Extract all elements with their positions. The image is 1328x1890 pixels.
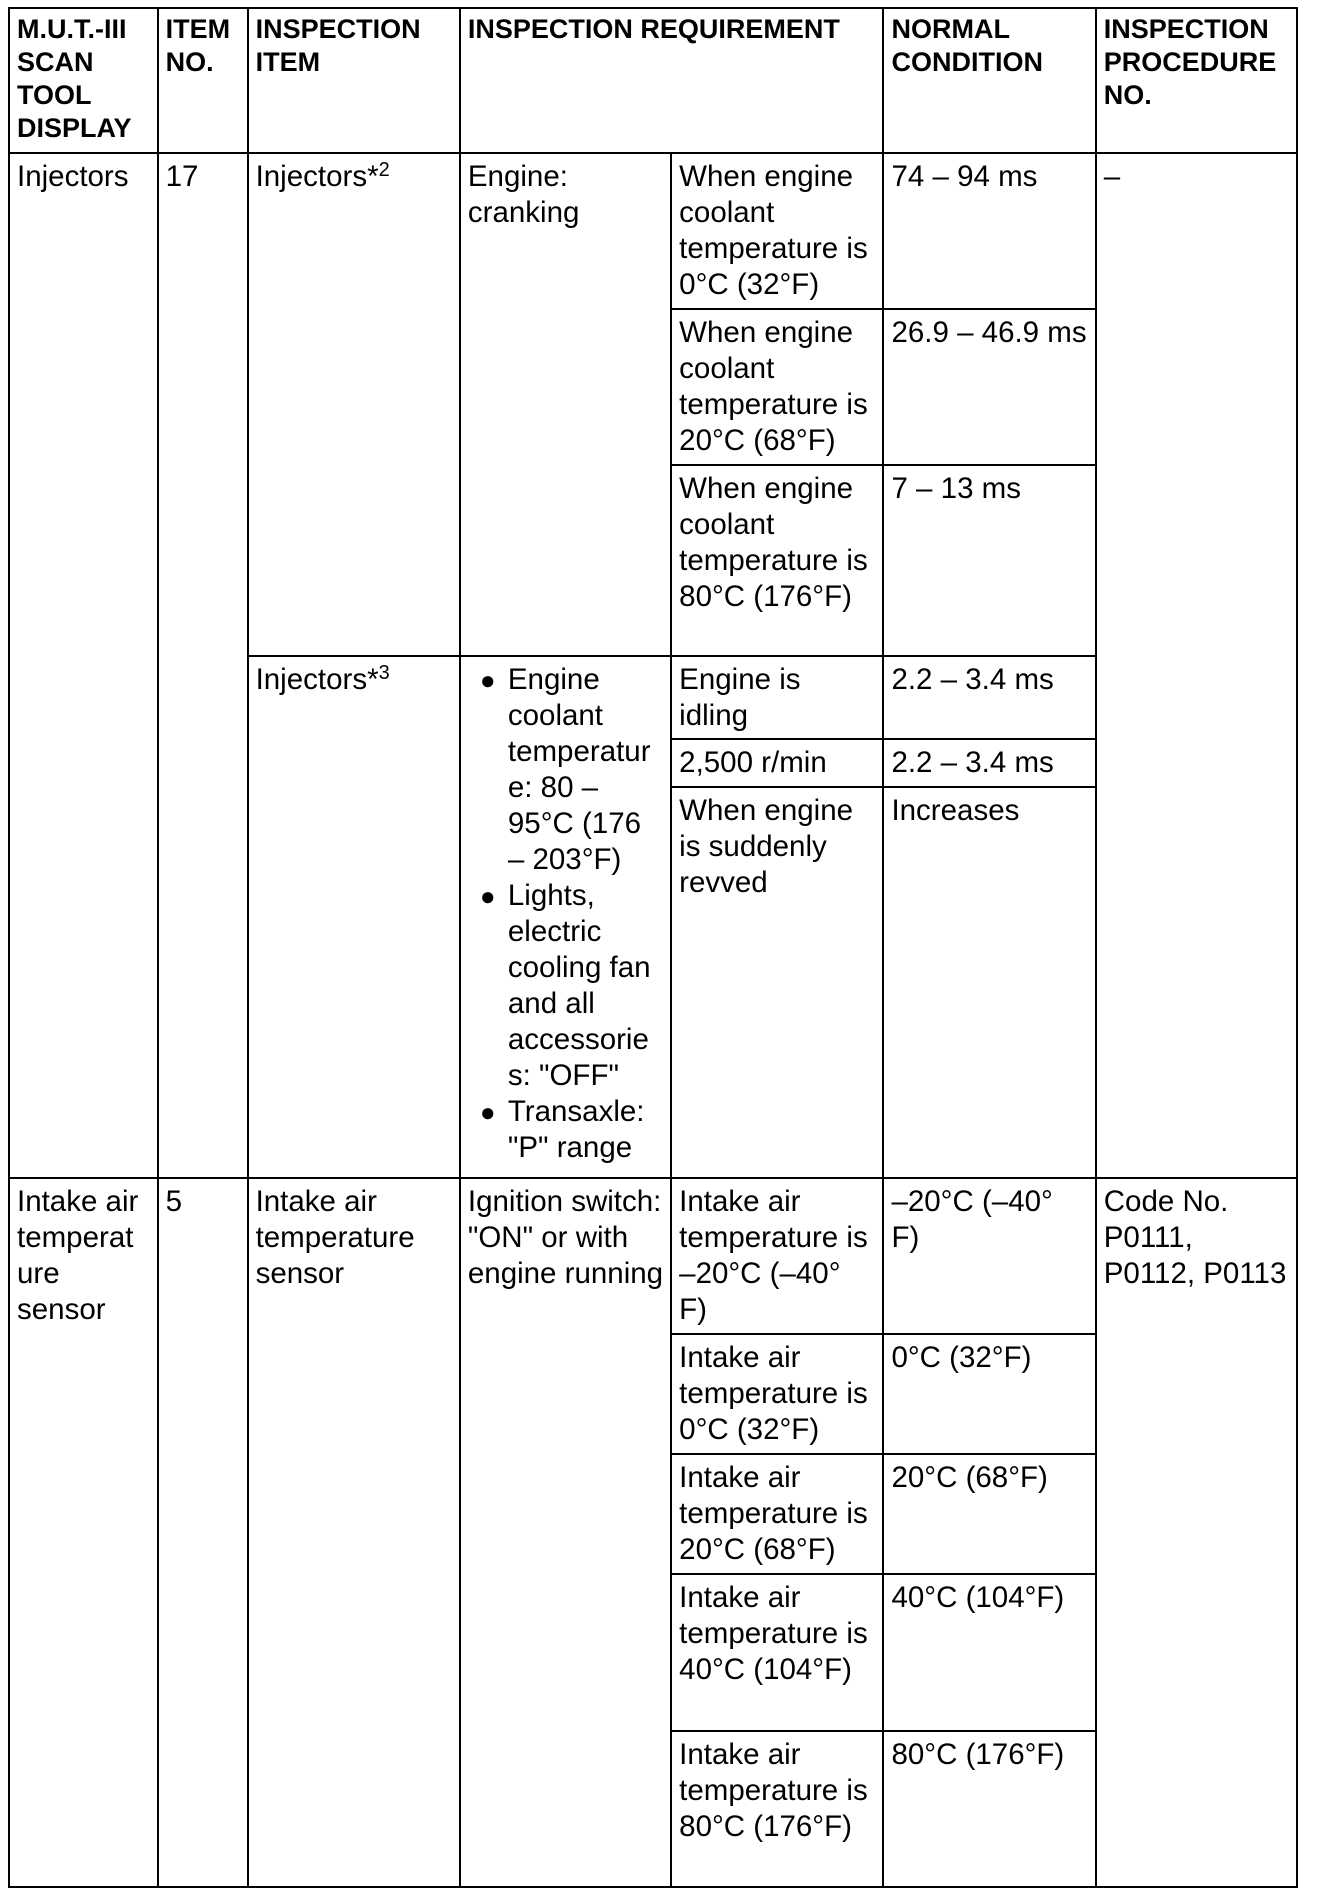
condition-cell: Engine is idling: [671, 656, 883, 739]
condition-cell: When engine coolant temperature is 0°C (32°F): [671, 153, 883, 309]
normal-cell: 74 – 94 ms: [883, 153, 1095, 309]
bullet-icon: ●: [479, 1097, 496, 1127]
inspection-item-intake-air: Intake air temperature sensor: [248, 1178, 460, 1887]
header-requirement: INSPECTION REQUIREMENT: [460, 8, 884, 153]
normal-cell: 0°C (32°F): [883, 1334, 1095, 1454]
procedure-injectors: –: [1096, 153, 1297, 1178]
header-display: M.U.T.-III SCAN TOOL DISPLAY: [9, 8, 158, 153]
condition-cell: When engine coolant temperature is 20°C (68°F): [671, 309, 883, 465]
procedure-intake-air: Code No. P0111, P0112, P0113: [1096, 1178, 1297, 1887]
item-no-intake-air: 5: [158, 1178, 248, 1887]
item-no-injectors: 17: [158, 153, 248, 1178]
normal-cell: 40°C (104°F): [883, 1574, 1095, 1731]
bullet-icon: ●: [479, 665, 496, 695]
footnote-marker: 3: [378, 662, 390, 684]
header-inspection-item: INSPECTION ITEM: [248, 8, 460, 153]
condition-cell: Intake air temperature is 40°C (104°F): [671, 1574, 883, 1731]
header-procedure-no: INSPECTION PROCEDURE NO.: [1096, 8, 1297, 153]
list-item: ● Engine coolant temperatur e: 80 – 95°C (176 – 203°F): [479, 663, 651, 876]
condition-cell: Intake air temperature is 0°C (32°F): [671, 1334, 883, 1454]
header-item-no: ITEM NO.: [158, 8, 248, 153]
list-item: ● Transaxle: "P" range: [479, 1095, 645, 1164]
normal-cell: 26.9 – 46.9 ms: [883, 309, 1095, 465]
bullet-icon: ●: [479, 881, 496, 911]
header-normal-condition: NORMAL CONDITION: [883, 8, 1095, 153]
normal-cell: 80°C (176°F): [883, 1731, 1095, 1887]
display-injectors: Injectors: [9, 153, 158, 1178]
normal-cell: 2.2 – 3.4 ms: [883, 656, 1095, 739]
normal-cell: 7 – 13 ms: [883, 465, 1095, 656]
table-row: [9, 153, 1297, 309]
inspection-item-injectors-b: Injectors*$^3$: [248, 656, 460, 1178]
requirement-ignition: Ignition switch: "ON" or with engine running: [460, 1178, 671, 1887]
inspection-item-injectors-a: Injectors*$^2$: [248, 153, 460, 656]
normal-cell: 2.2 – 3.4 ms: [883, 739, 1095, 787]
inspection-table: [8, 7, 1298, 1888]
requirement-cranking: Engine: cranking: [460, 153, 671, 656]
normal-cell: –20°C (–40° F): [883, 1178, 1095, 1334]
condition-cell: When engine coolant temperature is 80°C (176°F): [671, 465, 883, 656]
condition-cell: Intake air temperature is –20°C (–40° F): [671, 1178, 883, 1334]
condition-cell: Intake air temperature is 80°C (176°F): [671, 1731, 883, 1887]
condition-cell: When engine is suddenly revved: [671, 787, 883, 1178]
condition-cell: Intake air temperature is 20°C (68°F): [671, 1454, 883, 1574]
footnote-marker: 2: [378, 159, 390, 181]
display-intake-air: Intake air temperat ure sensor: [9, 1178, 158, 1887]
normal-cell: Increases: [883, 787, 1095, 1178]
condition-cell: 2,500 r/min: [671, 739, 883, 787]
list-item: ● Lights, electric cooling fan and all accessorie s: "OFF": [479, 879, 651, 1092]
table-row: [9, 1178, 1297, 1334]
header-row: [9, 8, 1297, 153]
normal-cell: 20°C (68°F): [883, 1454, 1095, 1574]
requirement-idle-conditions: [460, 656, 671, 1178]
